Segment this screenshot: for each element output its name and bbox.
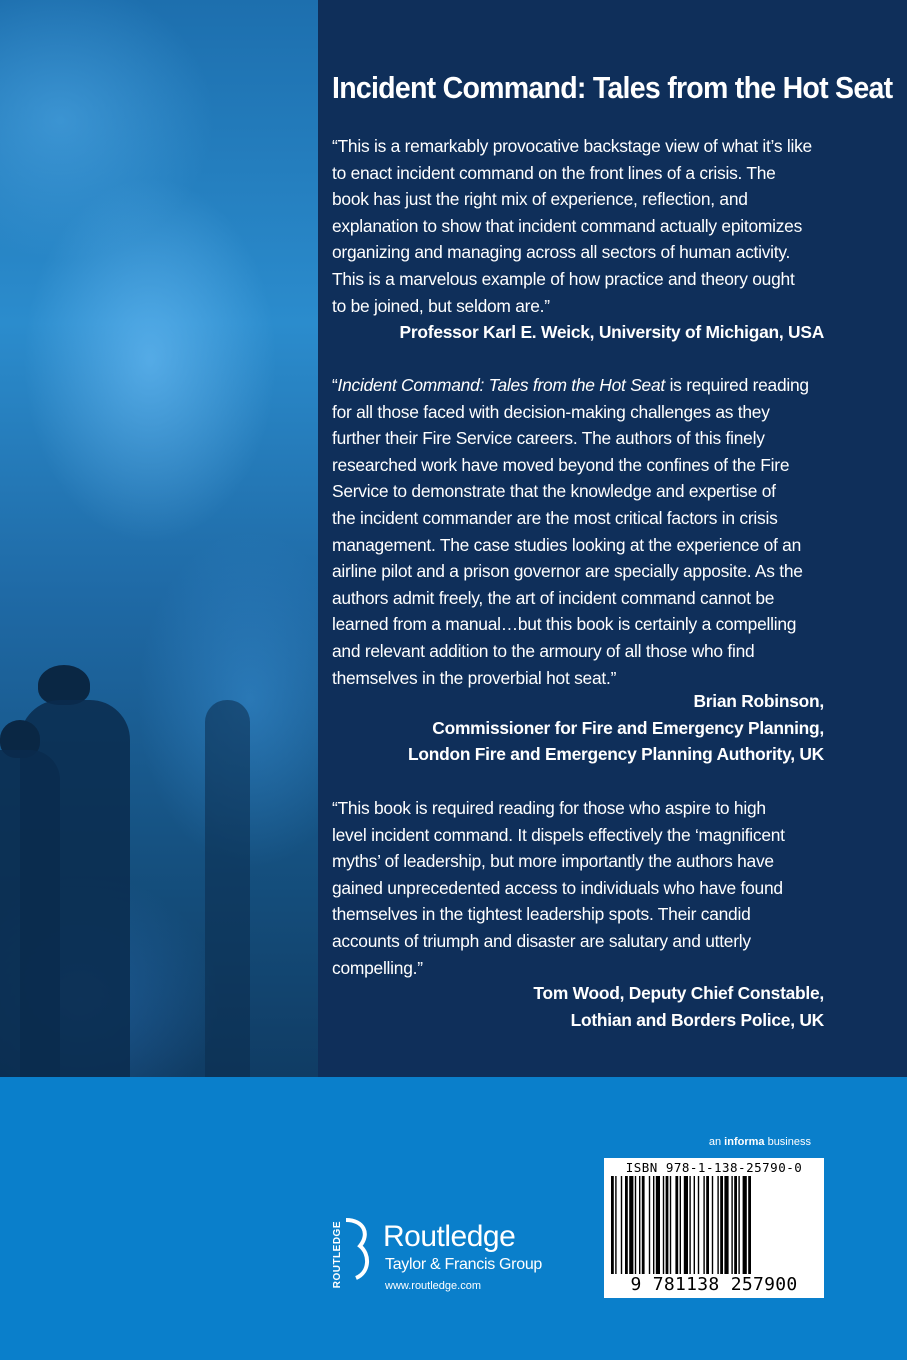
barcode-bar [635,1176,636,1274]
attribution-line: Commissioner for Fire and Emergency Planning, [432,717,824,738]
routledge-logo-icon [320,1216,372,1280]
publisher-group: Taylor & Francis Group [385,1256,543,1273]
quote-line: compelling.” [332,957,423,978]
firefighter-helmet-1 [38,665,90,705]
quote-line: the incident commander are the most critical factors in crisis [332,507,778,528]
isbn-barcode [604,1158,824,1298]
quote-line: This is a marvelous example of how practice and theory ought [332,268,795,289]
quote-line: and relevant addition to the armoury of all those who find [332,640,755,661]
barcode-bar [694,1176,695,1274]
barcode-bar [689,1176,690,1274]
endorsement-attribution-2 [332,688,824,768]
barcode-bar [706,1176,709,1274]
quote-line: further their Fire Service careers. The authors of this finely [332,428,765,449]
attribution-line: London Fire and Emergency Planning Authority, UK [407,744,824,765]
book-title: Incident Command: Tales from the Hot Seat [332,70,893,105]
attribution-line: Brian Robinson, [693,691,824,711]
quote-line: explanation to show that incident command actually epitomizes [332,215,803,236]
barcode-bar [698,1176,699,1274]
barcode-bar [684,1176,688,1274]
barcode-bar [731,1176,732,1274]
informa-tagline [709,1136,811,1148]
barcode-digits: 9 781138 257900 [630,1274,798,1295]
barcode-bar [717,1176,718,1274]
quote-line: “This is a remarkably provocative backstage view of what it’s like [332,136,812,156]
barcode-bar [653,1176,654,1274]
quote-line: book has just the right mix of experience, reflection, and [332,189,748,210]
barcode-bar [621,1176,622,1274]
barcode-bar [712,1176,713,1274]
barcode-bar [748,1176,751,1274]
barcode-bars [610,1176,818,1274]
firefighter-silhouette-3 [205,700,250,1077]
quote-line: learned from a manual…but this book is certainly a compelling [332,614,797,635]
quote-line: accounts of triumph and disaster are salutary and utterly [332,930,751,951]
quote-lead-rest: is required reading [664,375,809,395]
attribution-line: Professor Karl E. Weick, University of Michigan, USA [399,322,824,342]
endorsement-quote-2 [332,372,824,691]
barcode-bar [720,1176,723,1274]
barcode-bar [649,1176,650,1274]
barcode-bar [666,1176,669,1274]
barcode-bar [656,1176,660,1274]
barcode-bar [625,1176,628,1274]
publisher-website: www.routledge.com [385,1280,481,1292]
attribution-line: Tom Wood, Deputy Chief Constable, [533,983,824,1003]
quote-line [332,372,824,399]
quote-line: level incident command. It dispels effectively the ‘magnificent [332,824,785,845]
routledge-vertical-logotype: ROUTLEDGE [332,1221,343,1289]
quote-line: management. The case studies looking at the experience of an [332,534,802,555]
barcode-bar [738,1176,739,1274]
barcode-bar [680,1176,681,1274]
firefighter-silhouette-2 [0,750,60,1077]
informa-suffix: business [764,1136,811,1148]
isbn-label: ISBN 978-1-138-25790-0 [625,1160,803,1175]
publisher-name: Routledge [383,1220,516,1253]
barcode-bar [724,1176,728,1274]
barcode-bar [743,1176,747,1274]
quote-line: myths’ of leadership, but more importantly the authors have [332,851,774,872]
barcode-bar [670,1176,671,1274]
barcode-bar [642,1176,645,1274]
quote-line: authors admit freely, the art of incident command cannot be [332,587,775,608]
barcode-bar [663,1176,664,1274]
attribution-line: Lothian and Borders Police, UK [570,1009,824,1030]
quote-line: gained unprecedented access to individuals who have found [332,877,783,898]
barcode-bar [734,1176,737,1274]
quote-line: researched work have moved beyond the confines of the Fire [332,454,790,475]
barcode-bar [629,1176,633,1274]
quote-line: to be joined, but seldom are.” [332,295,550,316]
quote-line: themselves in the tightest leadership spots. Their candid [332,904,751,925]
quote-line: themselves in the proverbial hot seat.” [332,667,617,688]
quote-line: Service to demonstrate that the knowledge and expertise of [332,481,776,502]
informa-prefix: an [708,1136,722,1148]
barcode-bar [615,1176,616,1274]
barcode-bar [703,1176,704,1274]
endorsement-attribution-1 [332,319,824,346]
informa-brand: informa [724,1136,765,1148]
quote-open-mark: “ [332,375,338,395]
cover-photo-firefighters [0,0,318,1077]
endorsement-quote-1 [332,133,824,319]
endorsement-quote-3 [332,795,824,981]
quote-line: “This book is required reading for those who aspire to high [332,798,766,818]
barcode-bar [675,1176,678,1274]
endorsement-attribution-3 [332,980,824,1033]
quote-line: organizing and managing across all sectors of human activity. [332,242,791,263]
barcode-bar [639,1176,640,1274]
quote-line: airline pilot and a prison governor are specially apposite. As the [332,561,803,582]
quote-line: for all those faced with decision-making challenges as they [332,401,770,422]
quote-line: to enact incident command on the front lines of a crisis. The [332,162,776,183]
quote-book-title: Incident Command: Tales from the Hot Seat [337,375,665,395]
barcode-bar [611,1176,614,1274]
